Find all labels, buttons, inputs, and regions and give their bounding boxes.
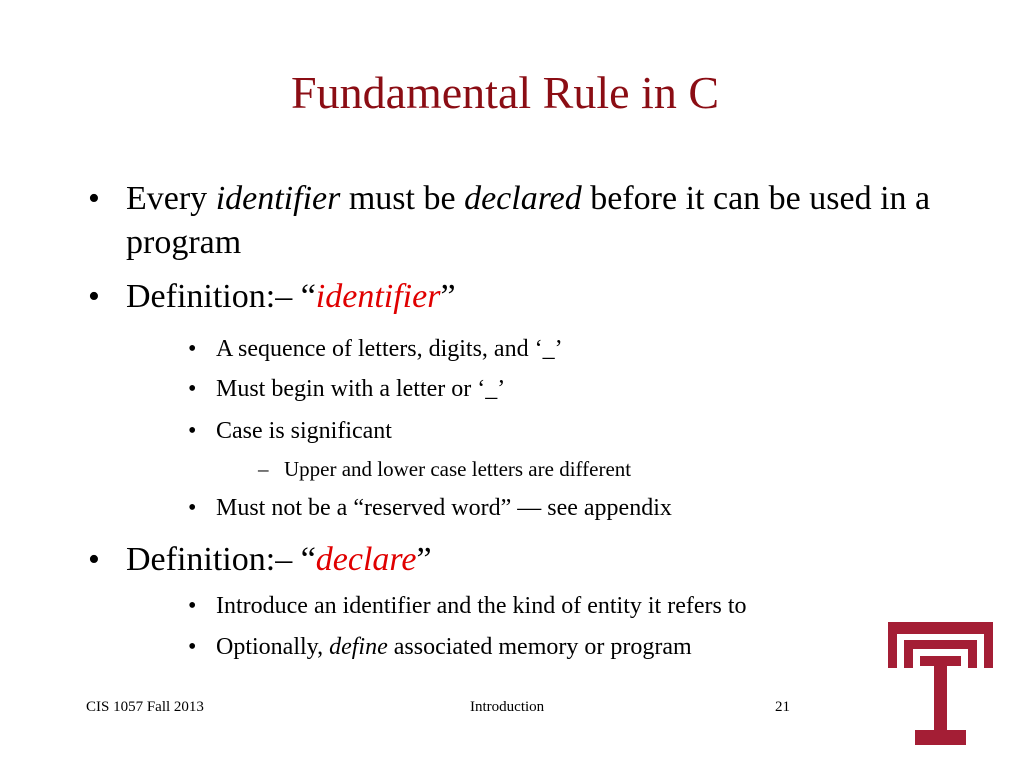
text-run: Definition:–: [126, 278, 301, 315]
open-quote: “: [300, 278, 316, 315]
text-run: Introduce an identifier and the kind of entity it refers to: [216, 593, 747, 619]
bullet-marker: •: [188, 418, 197, 444]
bullet-marker: •: [188, 336, 197, 362]
open-quote: “: [300, 541, 316, 578]
bullet-identifier-rule: [88, 177, 948, 265]
close-quote: ”: [500, 495, 512, 521]
dash-marker: –: [258, 457, 269, 481]
text-run: A sequence of letters, digits, and: [216, 336, 535, 362]
temple-t-logo-icon: [888, 622, 993, 745]
sub-bullet-case: [188, 416, 392, 446]
bullet-marker: •: [88, 541, 100, 578]
emphasis-identifier: identifier: [215, 180, 341, 217]
emphasis-declared: declared: [464, 180, 582, 217]
sub-bullet-sequence: [188, 334, 563, 364]
text-run: Must begin with a letter or: [216, 376, 478, 402]
bullet-marker: •: [88, 180, 100, 217]
sub-bullet-optionally: [188, 632, 692, 662]
text-run: Must not be a: [216, 495, 354, 521]
defined-term: declare: [315, 541, 417, 578]
text-run: associated memory or program: [387, 634, 692, 660]
text-run: — see appendix: [511, 495, 672, 521]
text-run: Every: [126, 180, 216, 217]
bullet-marker: •: [188, 495, 197, 521]
underscore-literal: ‘_’: [477, 376, 506, 402]
bullet-text: [126, 177, 948, 265]
bullet-text: [126, 538, 948, 582]
sub-bullet-reserved-word: [188, 493, 672, 523]
defined-term: identifier: [315, 278, 441, 315]
footer-page-number: 21: [775, 699, 790, 715]
text-run: before it can be used in a program: [126, 180, 931, 261]
bullet-text: [126, 275, 948, 319]
bullet-marker: •: [188, 376, 197, 402]
text-run: Case is significant: [216, 418, 392, 444]
text-run: Upper and lower case letters are different: [284, 457, 632, 481]
underscore-literal: ‘_’: [534, 336, 563, 362]
slide-title: Fundamental Rule in C: [290, 67, 719, 118]
bullet-marker: •: [88, 278, 100, 315]
bullet-definition-declare: [88, 538, 948, 582]
bullet-marker: •: [188, 593, 197, 619]
bullet-definition-identifier: [88, 275, 948, 319]
text-run: Definition:–: [126, 541, 301, 578]
text-run: Optionally,: [216, 634, 330, 660]
bullet-marker: •: [188, 634, 197, 660]
close-quote: ”: [440, 278, 456, 315]
emphasis-define: define: [329, 634, 388, 660]
footer-course: CIS 1057 Fall 2013: [86, 699, 204, 715]
sub-bullet-introduce: [188, 591, 746, 621]
footer-section: Introduction: [470, 699, 545, 715]
sub-sub-bullet-case-letters: [258, 456, 631, 482]
open-quote: “: [353, 495, 364, 521]
text-run: reserved word: [363, 495, 501, 521]
sub-bullet-begin-letter: [188, 374, 505, 404]
text-run: must be: [340, 180, 465, 217]
close-quote: ”: [416, 541, 432, 578]
